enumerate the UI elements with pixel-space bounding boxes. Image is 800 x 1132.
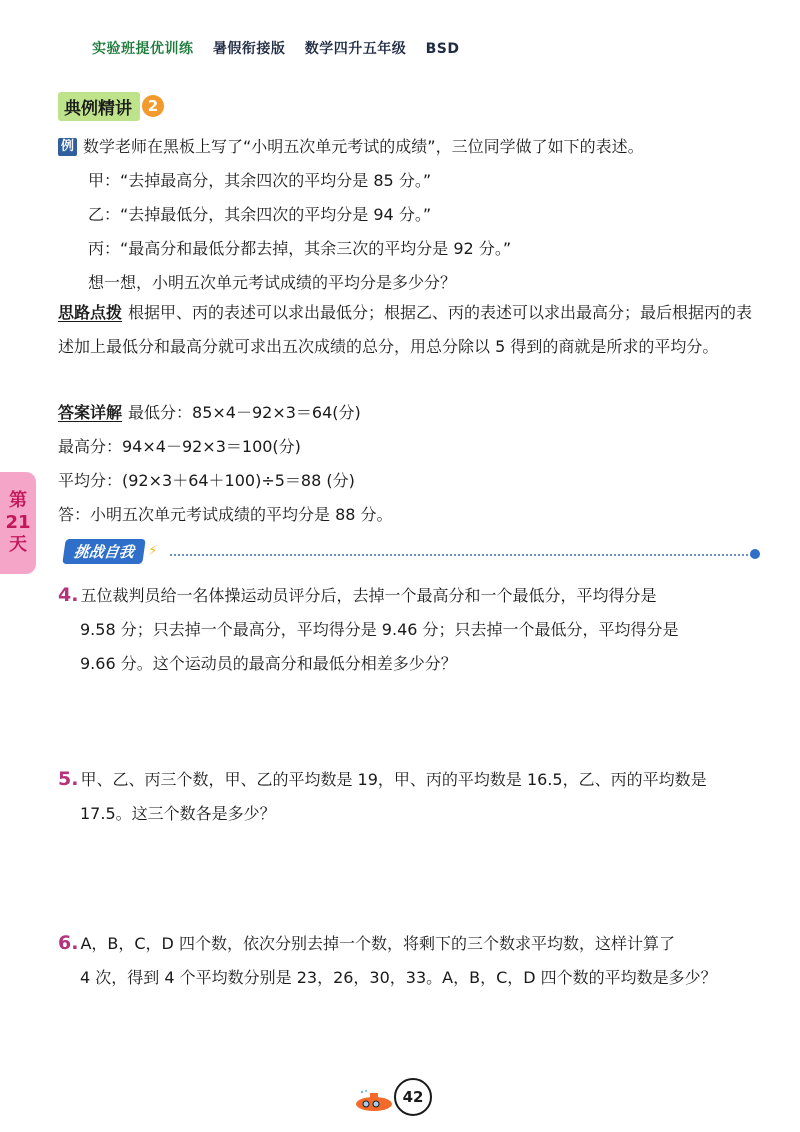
question-5	[58, 762, 768, 831]
day-tab-line3: 天	[9, 534, 27, 555]
example-block	[58, 130, 758, 300]
example-line: 想一想，小明五次单元考试成绩的平均分是多少分？	[88, 273, 457, 292]
hint-block	[58, 296, 758, 364]
example-intro-text: 数学老师在黑板上写了“小明五次单元考试的成绩”，三位同学做了如下的表述。	[83, 137, 644, 156]
question-line: 9.66 分。这个运动员的最高分和最低分相差多少分？	[80, 654, 457, 673]
challenge-heading	[64, 538, 158, 564]
edition-label: 暑假衔接版	[212, 41, 286, 57]
challenge-divider	[170, 554, 752, 556]
question-line: A，B，C，D 四个数，依次分别去掉一个数，将剩下的三个数求平均数，这样计算了	[80, 934, 675, 953]
section-title: 典例精讲	[58, 92, 140, 121]
answer-line-text: 最低分：85×4－92×3＝64(分)	[128, 403, 361, 422]
page-number: 42	[394, 1078, 432, 1116]
question-line: 17.5。这三个数各是多少？	[80, 804, 276, 823]
day-tab-line2: 21	[5, 512, 31, 533]
day-tab-line1: 第	[9, 490, 27, 511]
divider-dot	[750, 549, 760, 559]
section-number: 2	[142, 95, 164, 117]
hint-text: 根据甲、丙的表述可以求出最低分；根据乙、丙的表述可以求出最高分；最后根据丙的表述加上最低分和最高分就可求出五次成绩的总分，用总分除以 5 得到的商就是所求的平均分。	[58, 303, 753, 356]
example-line: 丙：“最高分和最低分都去掉，其余三次的平均分是 92 分。”	[88, 239, 512, 258]
example-line: 甲：“去掉最高分，其余四次的平均分是 85 分。”	[88, 171, 432, 190]
example-badge: 例	[58, 138, 77, 156]
challenge-label: 挑战自我	[62, 539, 146, 564]
example-intro	[58, 130, 758, 164]
code-label: BSD	[425, 41, 460, 57]
example-line: 乙：“去掉最低分，其余四次的平均分是 94 分。”	[88, 205, 432, 224]
answer-block	[58, 396, 758, 532]
page-header	[92, 38, 474, 58]
lightning-icon: ⚡	[148, 543, 158, 559]
question-number: 4.	[58, 584, 79, 606]
answer-tag: 答案详解	[58, 403, 123, 422]
subject-label: 数学四升五年级	[304, 41, 407, 57]
submarine-icon	[354, 1090, 394, 1112]
answer-line: 最高分：94×4－92×3＝100(分)	[58, 437, 301, 456]
question-line: 甲、乙、丙三个数，甲、乙的平均数是 19，甲、丙的平均数是 16.5，乙、丙的平均数是	[80, 770, 707, 789]
section-heading	[58, 92, 164, 120]
question-number: 5.	[58, 768, 79, 790]
answer-line: 平均分：(92×3＋64＋100)÷5＝88 (分)	[58, 471, 355, 490]
answer-line: 答：小明五次单元考试成绩的平均分是 88 分。	[58, 505, 393, 524]
question-line: 9.58 分；只去掉一个最高分，平均得分是 9.46 分；只去掉一个最低分，平均得分是	[80, 620, 679, 639]
series-title: 实验班提优训练	[92, 41, 194, 57]
question-line: 五位裁判员给一名体操运动员评分后，去掉一个最高分和一个最低分，平均得分是	[80, 586, 657, 605]
question-4	[58, 578, 768, 681]
question-number: 6.	[58, 932, 79, 954]
answer-line	[58, 396, 758, 430]
question-line: 4 次，得到 4 个平均数分别是 23，26，30，33。A，B，C，D 四个数的平均数是多少？	[80, 968, 717, 987]
hint-tag: 思路点拨	[58, 303, 123, 322]
question-6	[58, 926, 768, 995]
day-side-tab	[0, 472, 36, 574]
